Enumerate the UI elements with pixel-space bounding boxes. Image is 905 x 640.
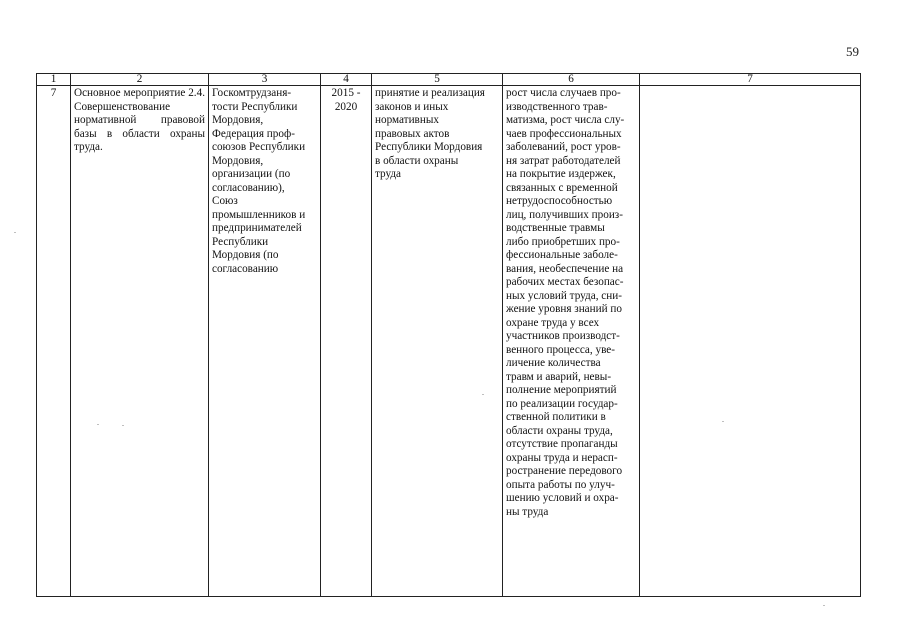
expected-result-cell: принятие и реализация законов и иных нормативных правовых актов Республики Мордовия в области охраны труда <box>372 86 503 597</box>
column-7-cell <box>640 86 861 597</box>
scan-speck <box>97 424 99 425</box>
scan-speck <box>482 394 484 395</box>
header-col-5: 5 <box>372 74 503 86</box>
executors-cell: Госкомтрудзаня- тости Республики Мордовия, Федерация проф- союзов Республики Мордовия, организации (по согласованию), Союз промышленников и предпринимателей Республики Мордовия (по согласованию <box>209 86 321 597</box>
header-col-1: 1 <box>37 74 71 86</box>
period-cell: 2015 - 2020 <box>321 86 372 597</box>
header-col-6: 6 <box>503 74 640 86</box>
scan-speck <box>122 425 124 426</box>
event-name-cell: Основное мероприятие 2.4. Совершенствование нормативной правовой базы в области охраны труда. <box>71 86 209 597</box>
scan-speck <box>823 605 825 606</box>
program-measures-table <box>36 73 861 597</box>
header-col-7: 7 <box>640 74 861 86</box>
scan-speck <box>722 421 724 422</box>
header-col-4: 4 <box>321 74 372 86</box>
table-row <box>37 86 861 597</box>
page-number: 59 <box>846 44 859 59</box>
header-col-3: 3 <box>209 74 321 86</box>
scan-speck <box>14 232 16 233</box>
column-number-row <box>37 74 861 86</box>
header-col-2: 2 <box>71 74 209 86</box>
row-number-cell: 7 <box>37 86 71 597</box>
consequences-cell: рост числа случаев про- изводственного трав- матизма, рост числа слу- чаев профессиональных заболеваний, рост уров- ня затрат работодателей на покрытие издержек, связанных с временной нетрудоспособностью лиц, получивших произ- водственные травмы либо приобретших про- фессиональные заболе- вания, необеспечение на рабочих местах безопас- ных условий труда, сни- жение уровня знаний по охране труда у всех участников производст- венного процесса, уве- личение количества травм и аварий, невы- полнение мероприятий по реализации государ- ственной политики в области охраны труда, отсутствие пропаганды охраны труда и нерасп- ространение передового опыта работы по улуч- шению условий и охра- ны труда <box>503 86 640 597</box>
